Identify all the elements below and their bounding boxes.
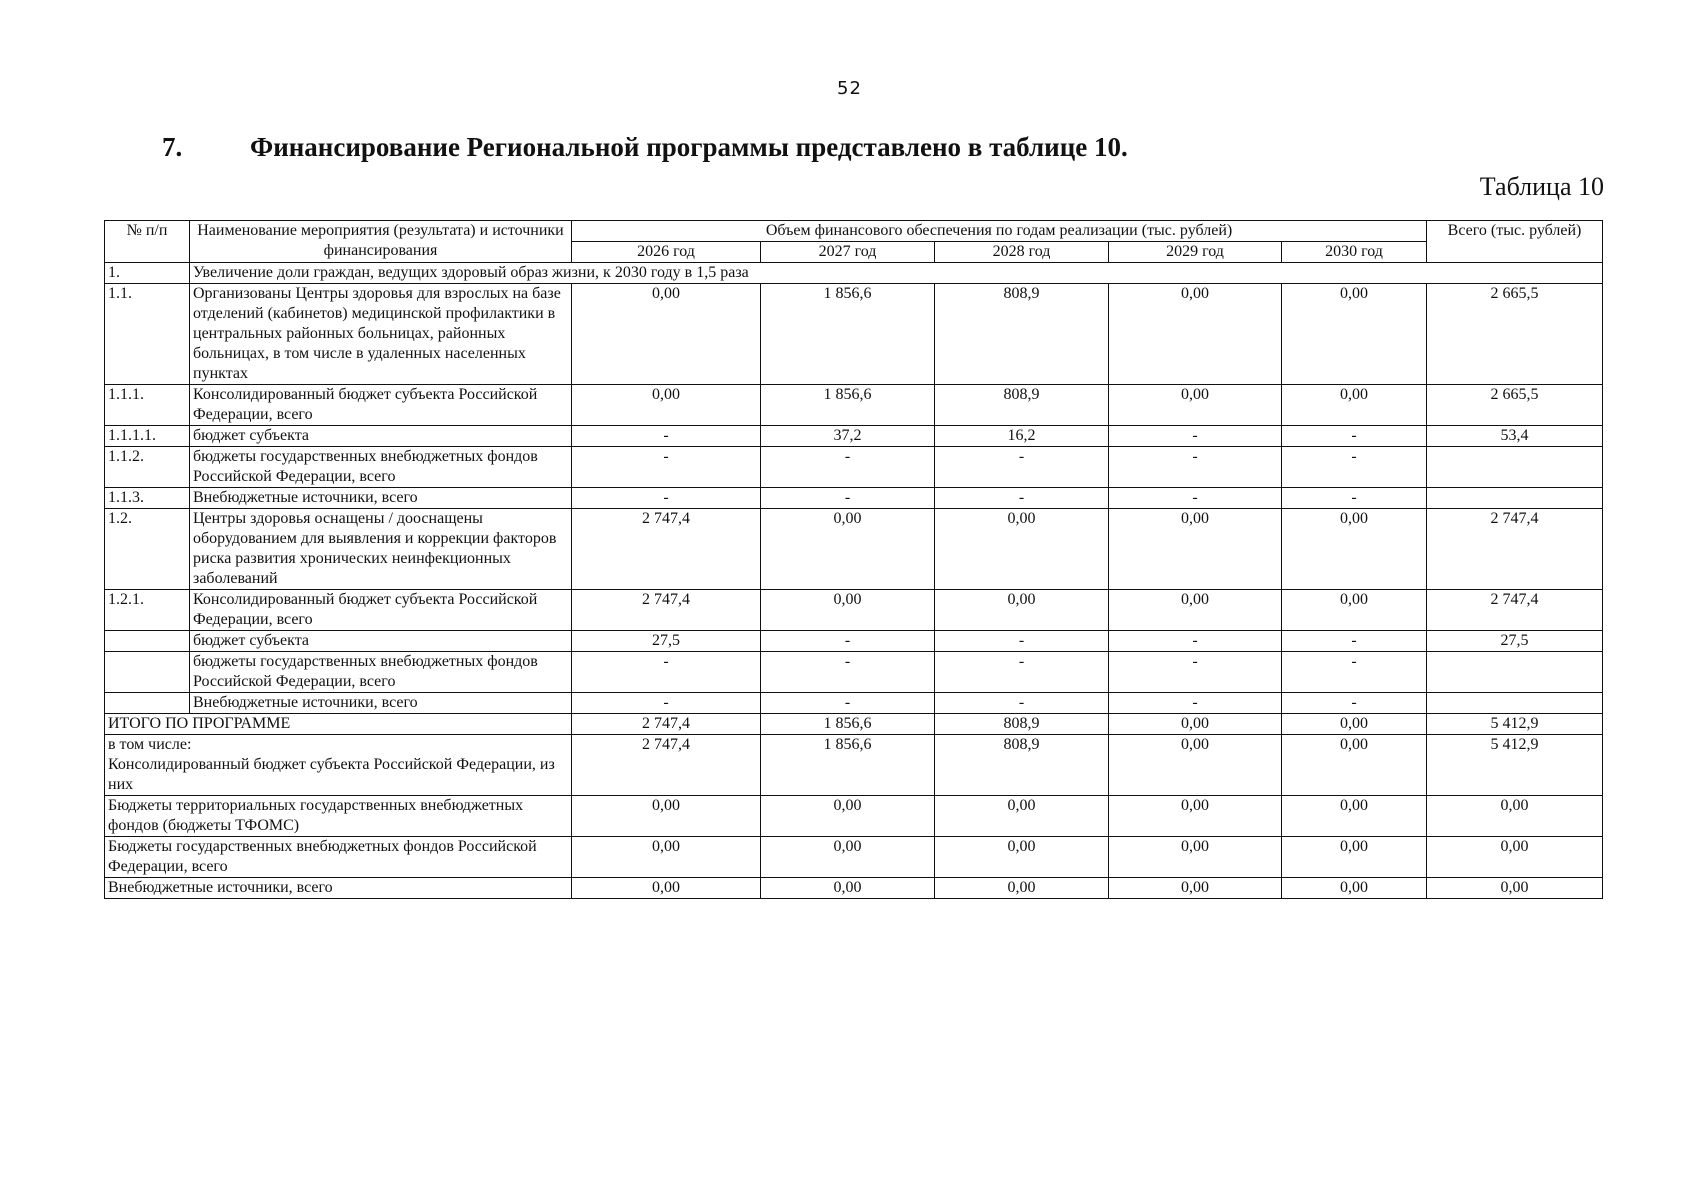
row-value: - [935, 447, 1109, 488]
summary-row [105, 878, 1603, 899]
row-value: - [1109, 426, 1282, 447]
summary-total: 5 412,9 [1427, 714, 1603, 735]
row-value: 37,2 [761, 426, 935, 447]
row-value: 0,00 [1109, 590, 1282, 631]
row-value: - [1109, 693, 1282, 714]
row-value: - [761, 693, 935, 714]
summary-value: 2 747,4 [572, 735, 761, 796]
summary-value: 2 747,4 [572, 714, 761, 735]
table-row [105, 284, 1603, 385]
row-value: 2 747,4 [572, 509, 761, 590]
row-value: - [572, 693, 761, 714]
header-row-1 [105, 221, 1603, 242]
summary-value: 0,00 [935, 796, 1109, 837]
row-number: 1.2.1. [105, 590, 190, 631]
summary-total: 0,00 [1427, 837, 1603, 878]
row-number [105, 652, 190, 693]
table-row [105, 488, 1603, 509]
page-number: 52 [837, 78, 862, 99]
summary-total: 0,00 [1427, 796, 1603, 837]
row-total [1427, 447, 1603, 488]
row-value: - [1282, 693, 1427, 714]
row-value: - [1109, 652, 1282, 693]
summary-value: 0,00 [1282, 878, 1427, 899]
row-value: - [935, 693, 1109, 714]
section-no: 1. [105, 263, 190, 284]
row-value: - [1282, 631, 1427, 652]
table-row [105, 447, 1603, 488]
summary-value: 0,00 [1282, 735, 1427, 796]
row-value: - [1282, 652, 1427, 693]
summary-value: 0,00 [1109, 714, 1282, 735]
row-number: 1.1.1. [105, 385, 190, 426]
row-value: 27,5 [572, 631, 761, 652]
row-name: Внебюджетные источники, всего [190, 693, 572, 714]
summary-value: 0,00 [761, 837, 935, 878]
row-name: бюджеты государственных внебюджетных фондов Российской Федерации, всего [190, 652, 572, 693]
summary-value: 0,00 [1109, 878, 1282, 899]
section-row [105, 263, 1603, 284]
row-total: 2 665,5 [1427, 385, 1603, 426]
header-year-2026: 2026 год [572, 242, 761, 263]
summary-value: 0,00 [1282, 714, 1427, 735]
summary-value: 0,00 [761, 878, 935, 899]
summary-name: ИТОГО ПО ПРОГРАММЕ [105, 714, 572, 735]
row-value: 808,9 [935, 284, 1109, 385]
row-total: 2 665,5 [1427, 284, 1603, 385]
row-value: - [761, 652, 935, 693]
row-value: - [572, 426, 761, 447]
summary-value: 0,00 [1109, 735, 1282, 796]
section-title: Финансирование Региональной программы представлено в таблице 10. [250, 132, 1128, 162]
header-volume: Объем финансового обеспечения по годам реализации (тыс. рублей) [572, 221, 1427, 242]
row-value: - [572, 447, 761, 488]
row-number: 1.1.2. [105, 447, 190, 488]
summary-value: 1 856,6 [761, 735, 935, 796]
summary-value: 808,9 [935, 735, 1109, 796]
row-value: - [572, 652, 761, 693]
row-name: Консолидированный бюджет субъекта Российской Федерации, всего [190, 590, 572, 631]
row-number: 1.1.1.1. [105, 426, 190, 447]
summary-value: 0,00 [1109, 837, 1282, 878]
header-no: № п/п [105, 221, 190, 263]
row-value: 2 747,4 [572, 590, 761, 631]
row-value: - [572, 488, 761, 509]
table-row [105, 590, 1603, 631]
row-value: 0,00 [1282, 284, 1427, 385]
row-value: - [1109, 447, 1282, 488]
row-name: Организованы Центры здоровья для взрослых на базе отделений (кабинетов) медицинской профилактики в центральных районных больницах, районных больницах, в том числе в удаленных населенных пунктах [190, 284, 572, 385]
row-name: Внебюджетные источники, всего [190, 488, 572, 509]
row-name: бюджет субъекта [190, 631, 572, 652]
table-caption: Таблица 10 [1479, 172, 1604, 201]
summary-value: 0,00 [1282, 837, 1427, 878]
row-name: Консолидированный бюджет субъекта Российской Федерации, всего [190, 385, 572, 426]
row-number: 1.1. [105, 284, 190, 385]
header-year-2030: 2030 год [1282, 242, 1427, 263]
row-value: 0,00 [1109, 385, 1282, 426]
section-title-cell: Увеличение доли граждан, ведущих здоровый образ жизни, к 2030 году в 1,5 раза [190, 263, 1603, 284]
summary-value: 1 856,6 [761, 714, 935, 735]
section-heading [162, 132, 1562, 163]
row-total [1427, 652, 1603, 693]
row-value: 0,00 [1109, 284, 1282, 385]
summary-value: 0,00 [935, 878, 1109, 899]
summary-total: 0,00 [1427, 878, 1603, 899]
row-value: 0,00 [1282, 590, 1427, 631]
row-number [105, 693, 190, 714]
row-number: 1.1.3. [105, 488, 190, 509]
row-value: 0,00 [572, 284, 761, 385]
summary-value: 0,00 [1282, 796, 1427, 837]
row-value: - [1109, 488, 1282, 509]
row-value: 0,00 [935, 509, 1109, 590]
financing-table [104, 220, 1603, 899]
summary-row [105, 796, 1603, 837]
header-year-2029: 2029 год [1109, 242, 1282, 263]
summary-value: 0,00 [761, 796, 935, 837]
table-row [105, 631, 1603, 652]
row-value: - [1282, 488, 1427, 509]
summary-total: 5 412,9 [1427, 735, 1603, 796]
row-value: - [935, 652, 1109, 693]
table-row [105, 652, 1603, 693]
row-value: - [1282, 447, 1427, 488]
summary-name: Бюджеты территориальных государственных внебюджетных фондов (бюджеты ТФОМС) [105, 796, 572, 837]
row-name: Центры здоровья оснащены / дооснащены оборудованием для выявления и коррекции факторов риска развития хронических неинфекционных заболеваний [190, 509, 572, 590]
row-value: 16,2 [935, 426, 1109, 447]
row-total [1427, 488, 1603, 509]
row-value: 1 856,6 [761, 284, 935, 385]
summary-value: 0,00 [935, 837, 1109, 878]
row-value: - [761, 447, 935, 488]
row-total: 27,5 [1427, 631, 1603, 652]
summary-name: Бюджеты государственных внебюджетных фондов Российской Федерации, всего [105, 837, 572, 878]
row-total: 2 747,4 [1427, 509, 1603, 590]
summary-value: 0,00 [1109, 796, 1282, 837]
row-name: бюджет субъекта [190, 426, 572, 447]
header-total: Всего (тыс. рублей) [1427, 221, 1603, 263]
table-row [105, 426, 1603, 447]
row-name: бюджеты государственных внебюджетных фондов Российской Федерации, всего [190, 447, 572, 488]
row-value: - [935, 488, 1109, 509]
row-value: - [761, 631, 935, 652]
row-value: 0,00 [935, 590, 1109, 631]
row-value: 0,00 [1282, 385, 1427, 426]
row-value: 0,00 [1109, 509, 1282, 590]
summary-value: 0,00 [572, 878, 761, 899]
row-number: 1.2. [105, 509, 190, 590]
summary-value: 808,9 [935, 714, 1109, 735]
row-value: 808,9 [935, 385, 1109, 426]
row-value: - [761, 488, 935, 509]
summary-value: 0,00 [572, 796, 761, 837]
table-row [105, 385, 1603, 426]
summary-name: в том числе: Консолидированный бюджет субъекта Российской Федерации, из них [105, 735, 572, 796]
row-value: 1 856,6 [761, 385, 935, 426]
summary-row [105, 714, 1603, 735]
section-number: 7. [162, 132, 183, 162]
header-year-2028: 2028 год [935, 242, 1109, 263]
header-year-2027: 2027 год [761, 242, 935, 263]
header-name: Наименование мероприятия (результата) и источники финансирования [190, 221, 572, 263]
row-total: 53,4 [1427, 426, 1603, 447]
row-total: 2 747,4 [1427, 590, 1603, 631]
row-value: - [935, 631, 1109, 652]
row-value: - [1109, 631, 1282, 652]
row-value: 0,00 [572, 385, 761, 426]
row-total [1427, 693, 1603, 714]
table-row [105, 509, 1603, 590]
table-row [105, 693, 1603, 714]
row-value: 0,00 [761, 590, 935, 631]
summary-name: Внебюджетные источники, всего [105, 878, 572, 899]
summary-row [105, 735, 1603, 796]
summary-row [105, 837, 1603, 878]
row-value: 0,00 [1282, 509, 1427, 590]
summary-value: 0,00 [572, 837, 761, 878]
row-value: - [1282, 426, 1427, 447]
row-value: 0,00 [761, 509, 935, 590]
row-number [105, 631, 190, 652]
